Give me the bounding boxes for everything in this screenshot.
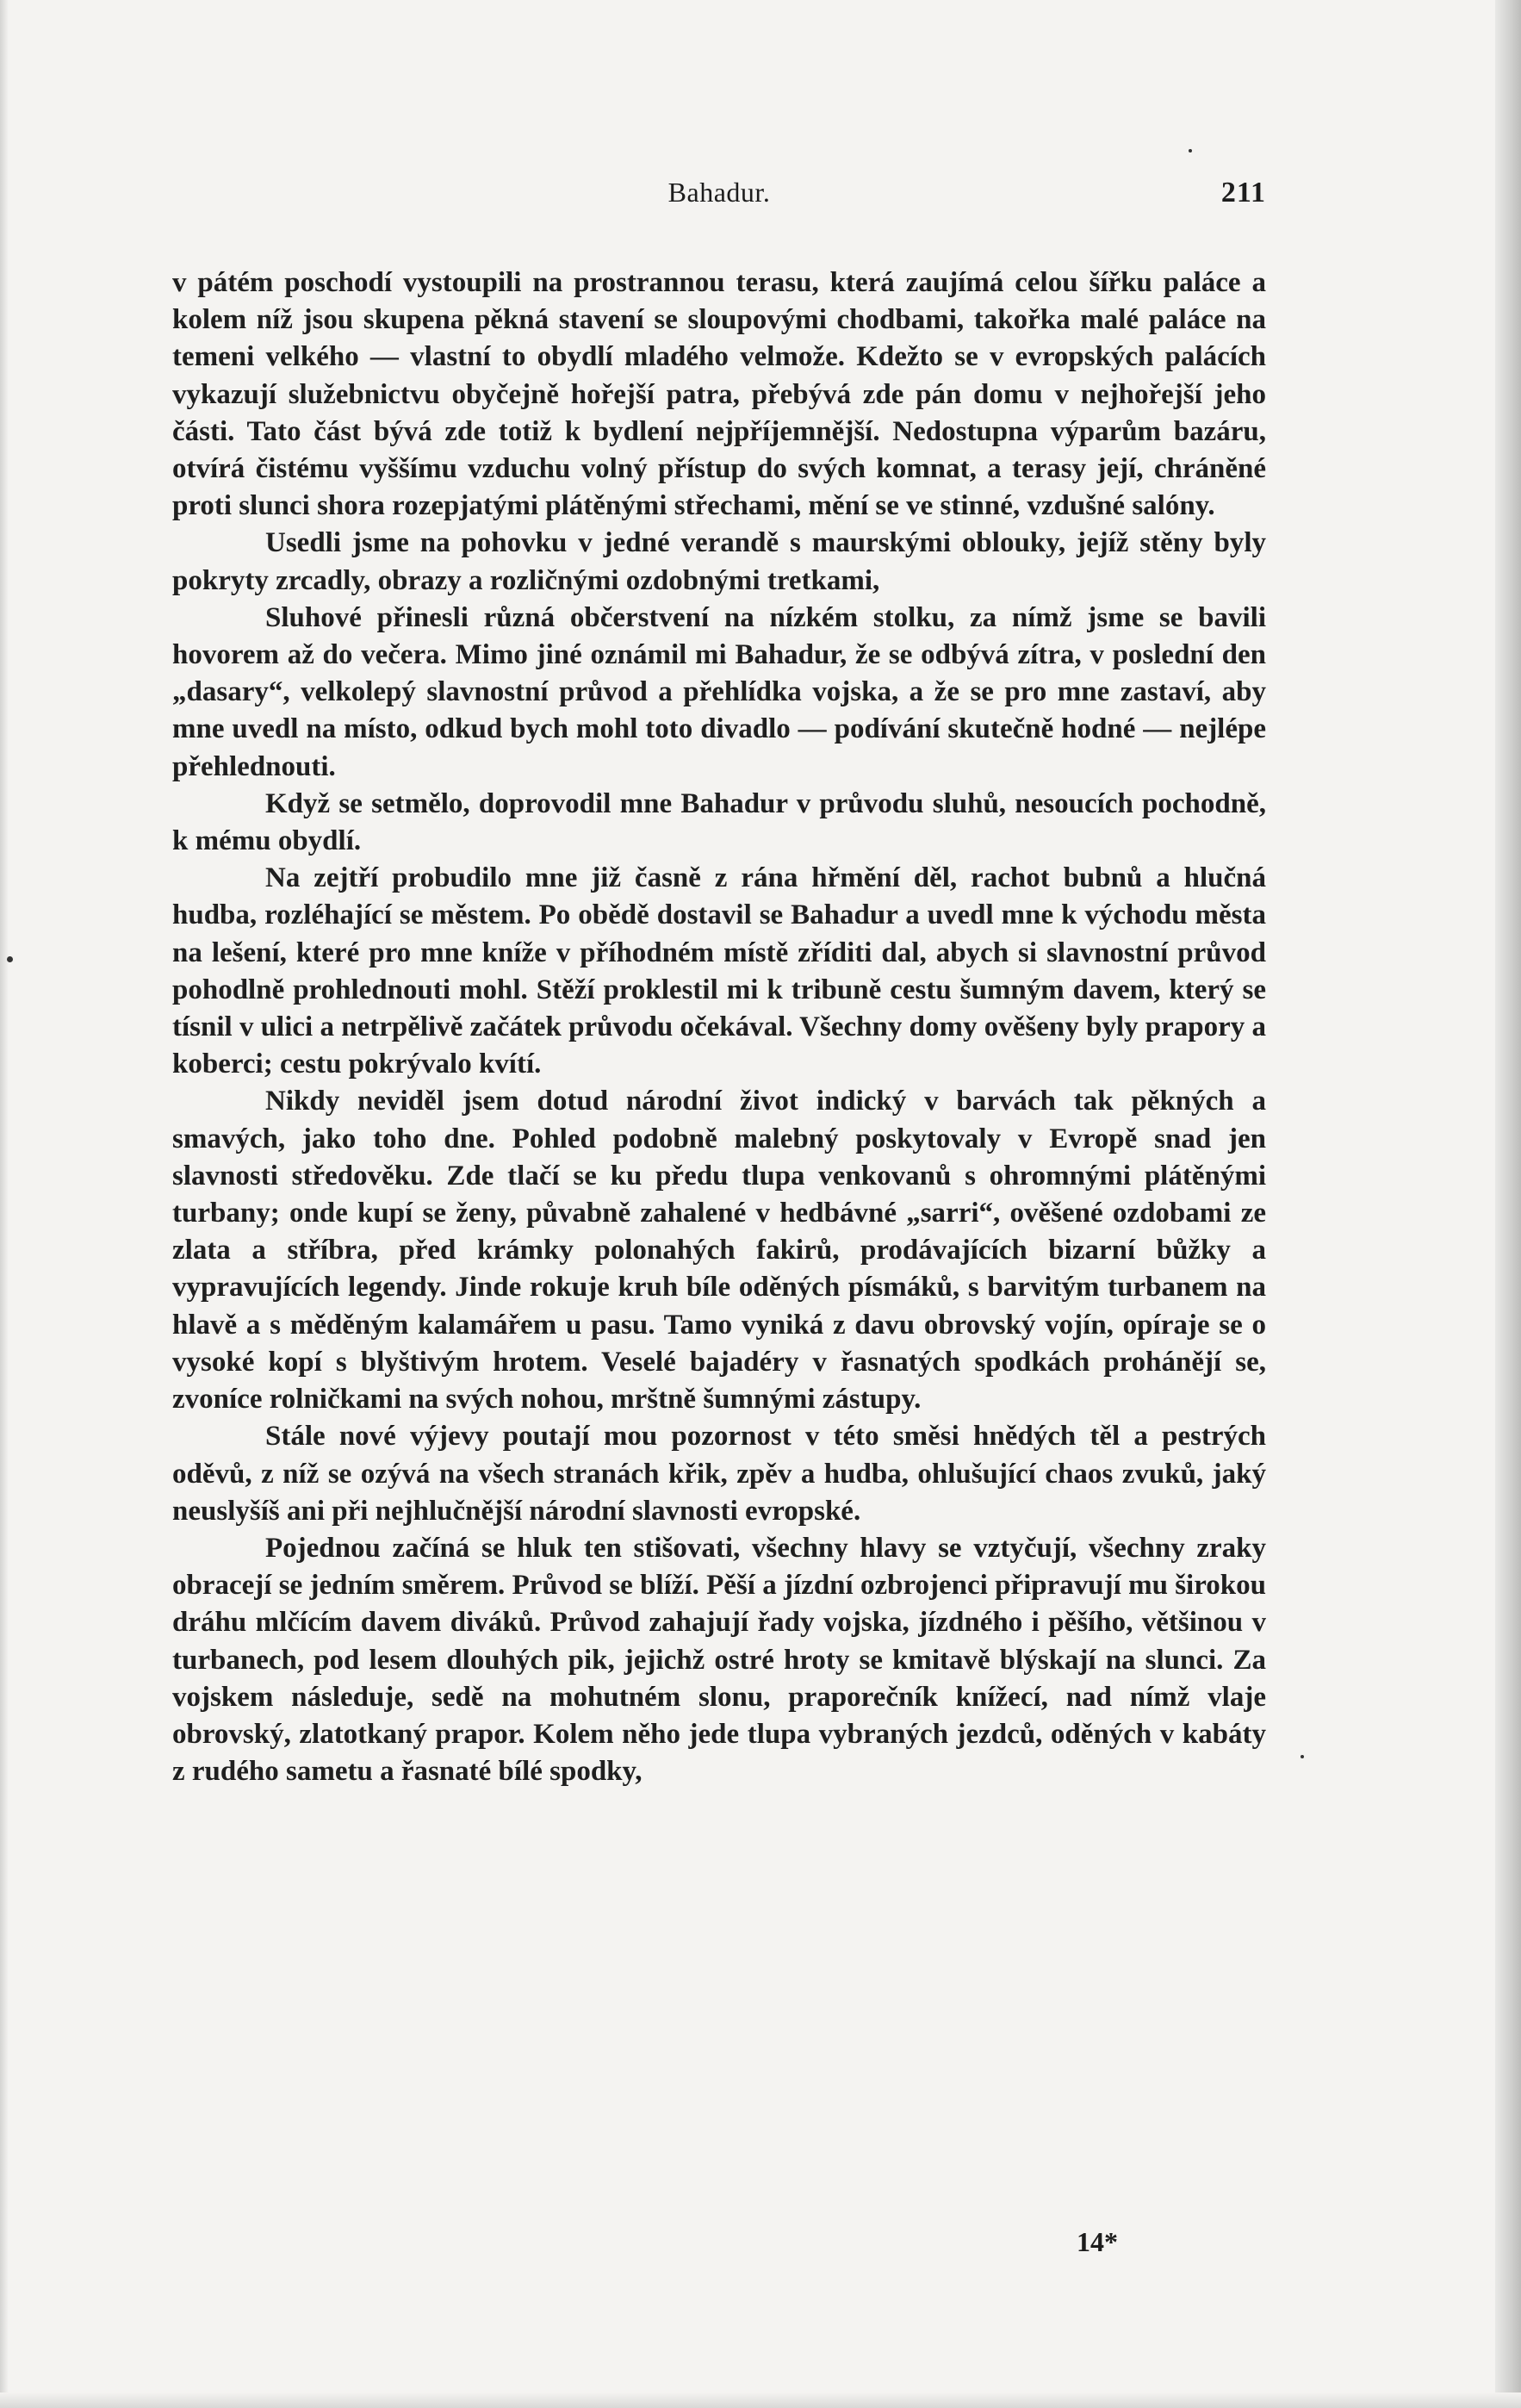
page-left-edge [0,0,9,2408]
paragraph: Když se setmělo, doprovodil mne Bahadur v průvodu sluhů, nesoucích pochodně, k mému obydlí. [172,787,1266,857]
scan-speck [1189,149,1192,152]
signature-mark: 14* [1077,2226,1118,2257]
page-header [172,177,1266,220]
scan-speck [1301,1755,1304,1758]
scan-speck [7,956,13,962]
running-head: Bahadur. [667,177,771,208]
paragraph: Sluhové přinesli různá občerstvení na nízkém stolku, za nímž jsme se bavili hovorem až do večera. Mimo jiné oznámil mi Bahadur, že se odbývá zítra, v poslední den „dasary“, velkolepý slavnostní průvod a přehlídka vojska, a že se pro mne zastaví, aby mne uvedl na místo, odkud bych mohl toto divadlo — podívání skutečně hodné — nejlépe přehlednouti. [172,601,1266,782]
paragraph: Nikdy neviděl jsem dotud národní život indický v barvách tak pěkných a smavých, jako toho dne. Pohled podobně malebný poskytovaly v Evropě snad jen slavnosti středověku. Zde tlačí se ku předu tlupa venkovanů s ohromnými plátěnými turbany; onde kupí se ženy, půvabně zahalené v hedbávné „sarri“, ověšené ozdobami ze zlata a stříbra, před krámky polonahých fakirů, prodávajících bizarní bůžky a vypravujících legendy. Jinde rokuje kruh bíle oděných písmáků, s barvitým turbanem na hlavě a s měděným kalamářem u pasu. Tamo vyniká z davu obrovský vojín, opíraje se o vysoké kopí s blyštivým hrotem. Veselé bajadéry v řasnatých spodkách prohánějí se, zvoníce rolničkami na svých nohou, mrštně šumnými zástupy. [172,1086,1266,1416]
page-bottom-edge [0,2392,1521,2408]
paragraph: v pátém poschodí vystoupili na prostrannou terasu, která zaujímá celou šířku paláce a kolem níž jsou skupena pěkná stavení se sloupovými chodbami, takořka malé paláce na temeni velkého — vlastní to obydlí mladého velmože. Kdežto se v evropských palácích vykazují služebnictvu obyčejně hořejší patra, přebývá zde pán domu v nejhořejší jeho části. Tato část bývá zde totiž k bydlení nejpříjemnější. Nedostupna výparům bazáru, otvírá čistému vyššímu vzduchu volný přístup do svých komnat, a terasy její, chráněné proti slunci shora rozepjatými plátěnými střechami, mění se ve stinné, vzdušné salóny. [172,267,1266,522]
body-text [172,264,1266,1790]
page-number: 211 [1220,177,1266,208]
page-right-edge [1495,0,1521,2408]
paragraph: Stále nové výjevy poutají mou pozornost v této směsi hnědých těl a pestrých oděvů, z níž se ozývá na všech stranách křik, zpěv a hudba, ohlušující chaos zvuků, jaký neuslyšíš ani při nejhlučnější národní slavnosti evropské. [172,1421,1266,1527]
paragraph: Pojednou začíná se hluk ten stišovati, všechny hlavy se vztyčují, všechny zraky obracejí se jedním směrem. Průvod se blíží. Pěší a jízdní ozbrojenci připravují mu širokou dráhu mlčícím davem diváků. Průvod zahajují řady vojska, jízdného i pěšího, většinou v turbanech, pod lesem dlouhých pik, jejichž ostré hroty se kmitavě blýskají na slunci. Za vojskem následuje, sedě na mohutném slonu, praporečník knížecí, nad nímž vlaje obrovský, zlatotkaný prapor. Kolem něho jede tlupa vybraných jezdců, oděných v kabáty z rudého sametu a řasnaté bílé spodky, [172,1532,1266,1788]
paragraph: Usedli jsme na pohovku v jedné verandě s maurskými oblouky, jejíž stěny byly pokryty zrcadly, obrazy a rozličnými ozdobnými tretkami, [172,527,1266,596]
paragraph: Na zejtří probudilo mne již časně z rána hřmění děl, rachot bubnů a hlučná hudba, rozléhající se městem. Po obědě dostavil se Bahadur a uvedl mne k východu města na lešení, které pro mne kníže v příhodném místě zříditi dal, abych si slavnostní průvod pohodlně prohlednouti mohl. Stěží proklestil mi k tribuně cestu šumným davem, který se tísnil v ulici a netrpělivě začátek průvodu očekával. Všechny domy ověšeny byly prapory a koberci; cestu pokrývalo kvítí. [172,862,1266,1080]
